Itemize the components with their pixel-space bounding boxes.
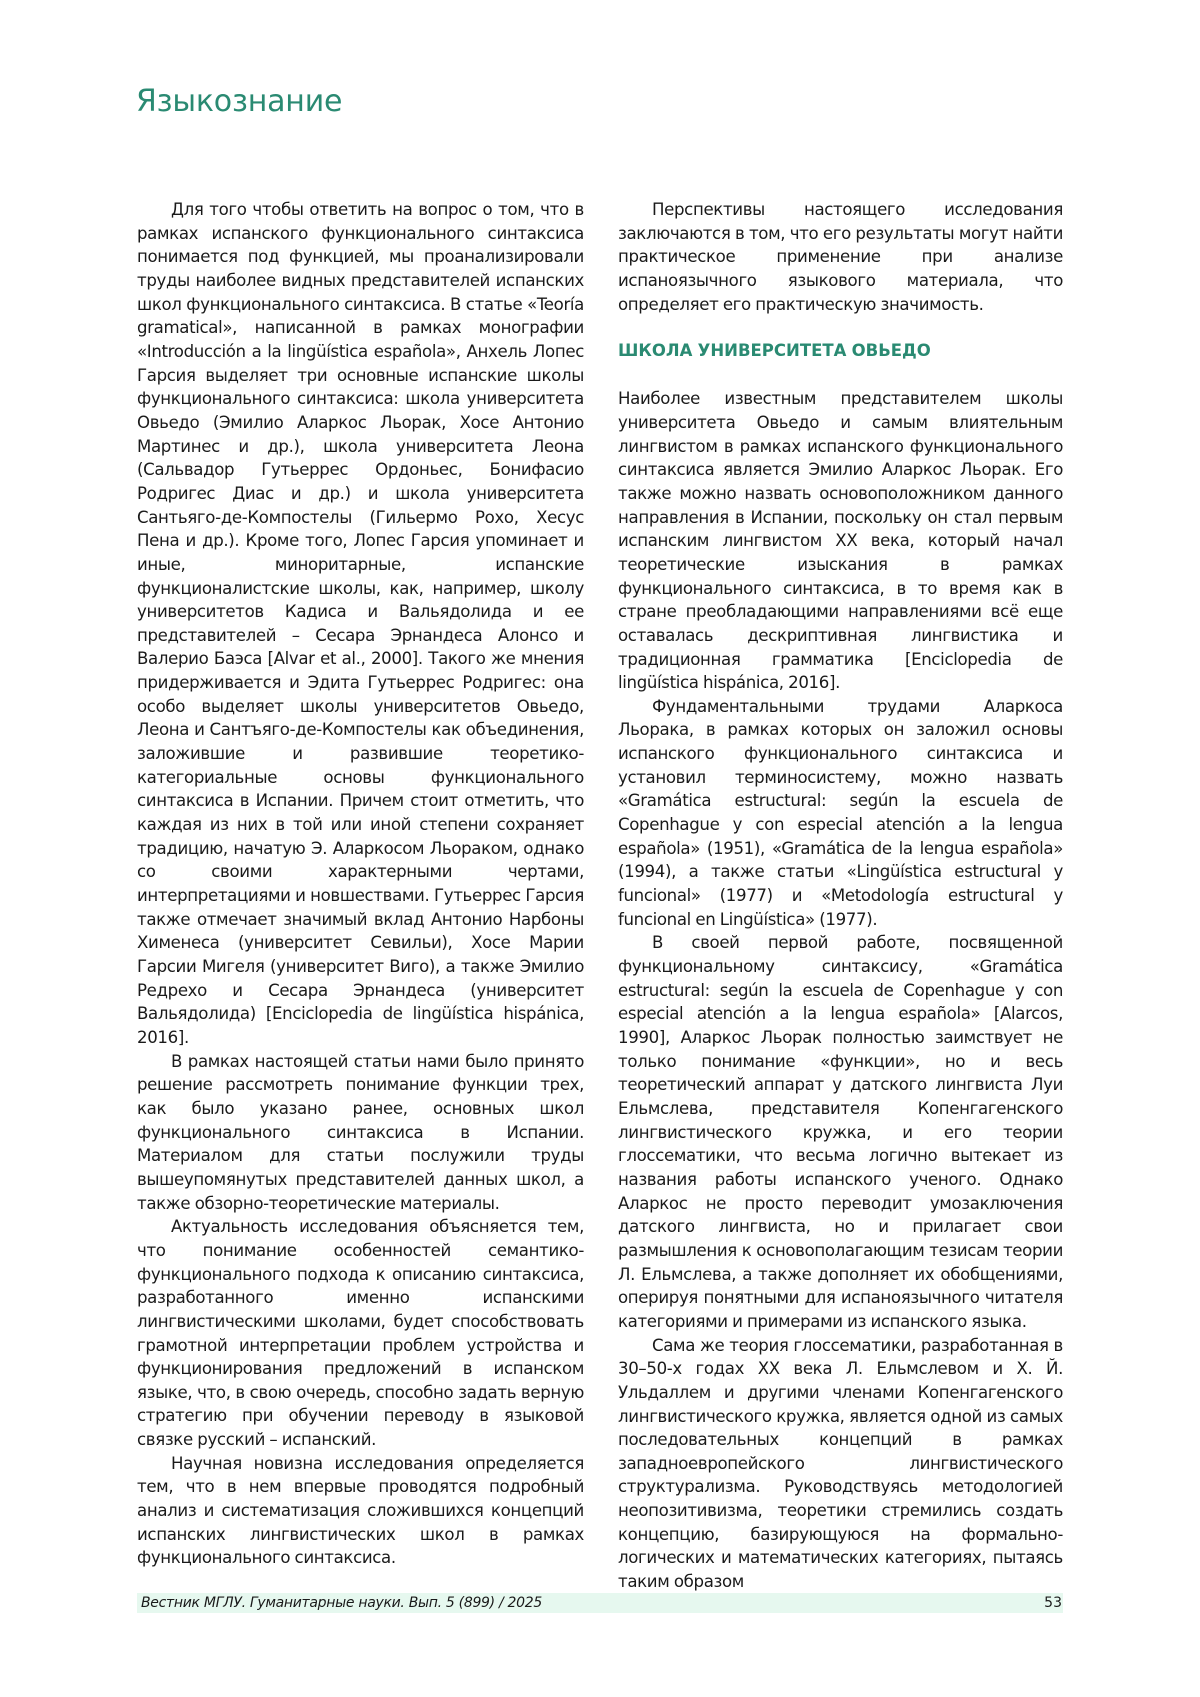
body-paragraph: Фундаментальными трудами Аларкоса Льорака, в рамках которых он заложил основы испанского функционального синтаксиса и установил терминосистему, можно назвать «Gramática estructural: según la escuela de Copenhague y con especial atención a la lengua española» (1951), «Gramática de la lengua española» (1994), а также статьи «Lingüística estructural y funcional» (1977) и «Metodología estructural y funcional en Lingüística» (1977). — [618, 696, 1063, 929]
body-paragraph: Актуальность исследования объясняется тем, что понимание особенностей семантико-функционального подхода к описанию синтаксиса, разработанного именно испанскими лингвистическими школами, будет способствовать грамотной интерпретации проблем устройства и функционирования предложений в испанском языке, что, в свою очередь, способно задать верную стратегию при обучении переводу в языковой связке русский – испанский. — [137, 1217, 584, 1450]
body-paragraph: Для того чтобы ответить на вопрос о том, что в рамках испанского функционального синтаксиса понимается под функцией, мы проанализировали труды наиболее видных представителей испанских школ функционального синтаксиса. В статье «Teoría gramatical», написанной в рамках монографии «Introducción a la lingüística española», Анхель Лопес Гарсия выделяет три основные испанские школы функционального синтаксиса: школа университета Овьедо (Эмилио Аларкос Льорак, Хосе Антонио Мартинес и др.), школа университета Леона (Сальвадор Гутьеррес Ордоньес, Бонифасио Родригес Диас и др.) и школа университета Сантьяго-де-Компостелы (Гильермо Рохо, Хесус Пена и др.). Кроме того, Лопес Гарсия упоминает и иные, миноритарные, испанские функционалистские школы, как, например, школу университетов Кадиса и Вальядолида и ее представителей – Сесара Эрнандеса Алонсо и Валерио Баэса [Alvar et al., 2000]. Такого же мнения придерживается и Эдита Гутьеррес Родригес: она особо выделяет школы университетов Овьедо, Леона и Сантъяго-де-Компостелы как объединения, заложившие и развившие теоретико-категориальные основы функционального синтаксиса в Испании. Причем стоит отметить, что каждая из них в той или иной степени сохраняет традицию, начатую Э. Аларкосом Льораком, однако со своими характерными чертами, интерпретациями и новшествами. Гутьеррес Гарсия также отмечает значимый вклад Антонио Нарбоны Хименеса (университет Севильи), Хосе Марии Гарсии Мигеля (университет Виго), а также Эмилио Редрехо и Сесара Эрнандеса (университет Вальядолида) [Enciclopedia de lingüística hispánica, 2016]. — [137, 200, 584, 1047]
body-paragraph: В рамках настоящей статьи нами было принято решение рассмотреть понимание функции трех, как было указано ранее, основных школ функционального синтаксиса в Испании. Материалом для статьи послужили труды вышеупомянутых представителей данных школ, а также обзорно-теоретические материалы. — [137, 1051, 584, 1213]
running-footer — [137, 1593, 1063, 1613]
body-paragraph: Научная новизна исследования определяется тем, что в нем впервые проводятся подробный анализ и систематизация сложившихся концепций испанских лингвистических школ в рамках функционального синтаксиса. — [137, 1453, 584, 1568]
body-paragraph: Перспективы настоящего исследования заключаются в том, что его результаты могут найти практическое применение при анализе испаноязычного языкового материала, что определяет его практическую значимость. — [618, 200, 1063, 314]
page-number: 53 — [1044, 1595, 1062, 1611]
journal-citation: Вестник МГЛУ. Гуманитарные науки. Вып. 5 (899) / 2025 — [141, 1595, 542, 1611]
body-paragraph: В своей первой работе, посвященной функциональному синтаксису, «Gramática estructural: según la escuela de Copenhague y con especial atención a la lengua española» [Alarcos, 1990], Аларкос Льорак полностью заимствует не только понимание «функции», но и весь теоретический аппарат у датского лингвиста Луи Ельмслева, представителя Копенгагенского лингвистического кружка, и его теории глоссематики, что весьма логично вытекает из названия работы испанского ученого. Однако Аларкос не просто переводит умозаключения датского лингвиста, но и прилагает свои размышления к основополагающим тезисам теории Л. Ельмслева, а также дополняет их обобщениями, оперируя понятными для испаноязычного читателя категориями и примерами из испанского языка. — [618, 933, 1063, 1331]
body-paragraph: Наиболее известным представителем школы университета Овьедо и самым влиятельным лингвистом в рамках испанского функционального синтаксиса является Эмилио Аларкос Льорак. Его также можно назвать основоположником данного направления в Испании, поскольку он стал первым испанским лингвистом XX века, который начал теоретические изыскания в рамках функционального синтаксиса, в то время как в стране преобладающими направлениями всё еще оставалась дескриптивная лингвистика и традиционная грамматика [Enciclopedia de lingüística hispánica, 2016]. — [618, 389, 1063, 693]
section-title: Языкознание — [136, 84, 343, 119]
body-paragraph: Сама же теория глоссематики, разработанная в 30–50-х годах XX века Л. Ельмслевом и Х. Й. Ульдаллем и другими членами Копенгагенского лингвистического кружка, является одной из самых последовательных концепций в рамках западноевропейского лингвистического структурализма. Руководствуясь методологией неопозитивизма, теоретики стремились создать концепцию, базирующуюся на формально-логических и математических категориях, пытаясь таким образом — [618, 1335, 1063, 1592]
left-column — [137, 198, 584, 1570]
subsection-heading: ШКОЛА УНИВЕРСИТЕТА ОВЬЕДО — [618, 341, 931, 361]
right-column — [618, 198, 1063, 1594]
